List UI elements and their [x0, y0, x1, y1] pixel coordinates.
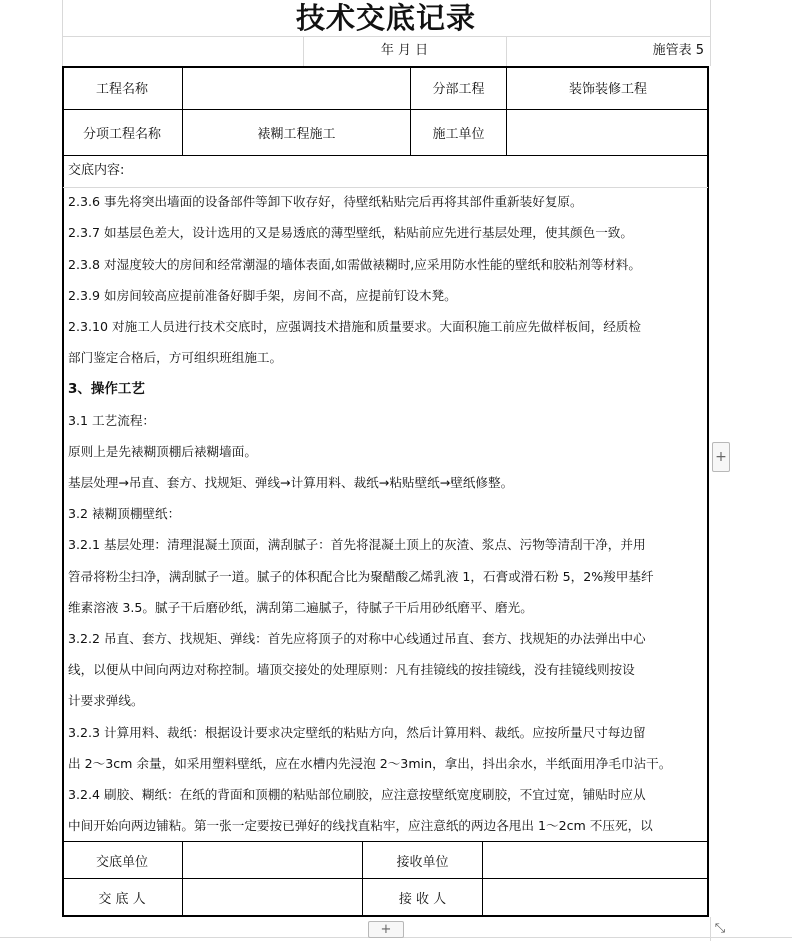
- sub-project-value[interactable]: 装饰装修工程: [568, 82, 647, 97]
- content-line: 3.2.4 刷胶、糊纸：在纸的背面和顶棚的粘贴部位刷胶，应注意按壁纸宽度刷胶，不宜过宽，铺贴时应从: [68, 787, 646, 802]
- content-line: 中间开始向两边铺粘。第一张一定要按已弹好的线找直粘牢，应注意纸的两边各甩出 1～2cm 不压死，以: [68, 818, 653, 833]
- resize-handle[interactable]: [712, 921, 728, 937]
- item-name-label: 分项工程名称: [82, 127, 161, 142]
- content-line: 3.2.3 计算用料、裁纸：根据设计要求决定壁纸的粘贴方向，然后计算用料、裁纸。应按所量尺寸每边留: [68, 725, 646, 740]
- item-name-value[interactable]: 裱糊工程施工: [257, 127, 336, 142]
- content-line: 3.1 工艺流程：: [68, 413, 156, 428]
- resize-icon: ⤡: [714, 921, 726, 936]
- sub-project-label: 分部工程: [432, 82, 485, 97]
- date-field[interactable]: 年 月 日: [380, 43, 429, 58]
- content-line: 2.3.9 如房间较高应提前准备好脚手架，房间不高，应提前钉设木凳。: [68, 288, 457, 303]
- project-name-label: 工程名称: [95, 82, 148, 97]
- receive-person-label: 接 收 人: [398, 892, 447, 907]
- content-line: 原则上是先裱糊顶棚后裱糊墙面。: [68, 444, 257, 459]
- handover-person-value[interactable]: [183, 879, 362, 916]
- add-column-button[interactable]: [712, 442, 730, 472]
- content-line: 3.2.2 吊直、套方、找规矩、弹线：首先应将顶子的对称中心线通过吊直、套方、找规矩的办法弹出中心: [68, 631, 646, 646]
- receive-unit-value[interactable]: [483, 842, 709, 878]
- plus-icon: +: [380, 922, 392, 937]
- add-row-button[interactable]: [368, 921, 404, 938]
- section-heading: 3、操作工艺: [68, 381, 145, 397]
- content-line: 维素溶液 3.5。腻子干后磨砂纸，满刮第二遍腻子，待腻子干后用砂纸磨平、磨光。: [68, 600, 533, 615]
- content-line: 3.2 裱糊顶棚壁纸：: [68, 506, 181, 521]
- content-line: 2.3.7 如基层色差大，设计选用的又是易透底的薄型壁纸，粘贴前应先进行基层处理，使其颜色一致。: [68, 225, 633, 240]
- handover-person-label: 交 底 人: [98, 892, 146, 907]
- content-line: 部门鉴定合格后，方可组织班组施工。: [68, 350, 283, 365]
- content-line: 线，以便从中间向两边对称控制。墙顶交接处的处理原则：凡有挂镜线的按挂镜线，没有挂镜线则按设: [68, 662, 635, 677]
- content-line: 2.3.8 对湿度较大的房间和经常潮湿的墙体表面,如需做裱糊时,应采用防水性能的壁纸和胶粘剂等材料。: [68, 257, 641, 272]
- handover-unit-value[interactable]: [183, 842, 362, 878]
- content-line: 出 2～3cm 余量，如采用塑料壁纸，应在水槽内先浸泡 2～3min，拿出，抖出余水，半纸面用净毛巾沾干。: [68, 756, 672, 771]
- content-line: 2.3.10 对施工人员进行技术交底时，应强调技术措施和质量要求。大面积施工前应先做样板间，经质检: [68, 319, 641, 334]
- content-line: 笤帚将粉尘扫净，满刮腻子一道。腻子的体积配合比为聚醋酸乙烯乳液 1，石膏或滑石粉 5，2%羧甲基纤: [68, 569, 654, 584]
- content-line: 计要求弹线。: [68, 693, 144, 708]
- project-name-value[interactable]: [183, 66, 410, 109]
- handover-unit-label: 交底单位: [95, 854, 148, 870]
- receive-unit-label: 接收单位: [396, 854, 449, 870]
- content-line: 2.3.6 事先将突出墙面的设备部件等卸下收存好，待壁纸粘贴完后再将其部件重新装好复原。: [68, 194, 583, 209]
- form-code: 施管表 5: [652, 43, 704, 58]
- content-line: 3.2.1 基层处理：清理混凝土顶面，满刮腻子：首先将混凝土顶上的灰渣、浆点、污物等清刮干净，并用: [68, 537, 646, 552]
- page-title: 技术交底记录: [295, 1, 476, 35]
- plus-icon: +: [715, 449, 727, 465]
- construction-unit-value[interactable]: [507, 110, 709, 155]
- content-line: 基层处理→吊直、套方、找规矩、弹线→计算用料、裁纸→粘贴壁纸→壁纸修整。: [68, 475, 514, 490]
- content-label: 交底内容:: [68, 163, 125, 178]
- receive-person-value[interactable]: [483, 879, 709, 916]
- construction-unit-label: 施工单位: [432, 127, 485, 142]
